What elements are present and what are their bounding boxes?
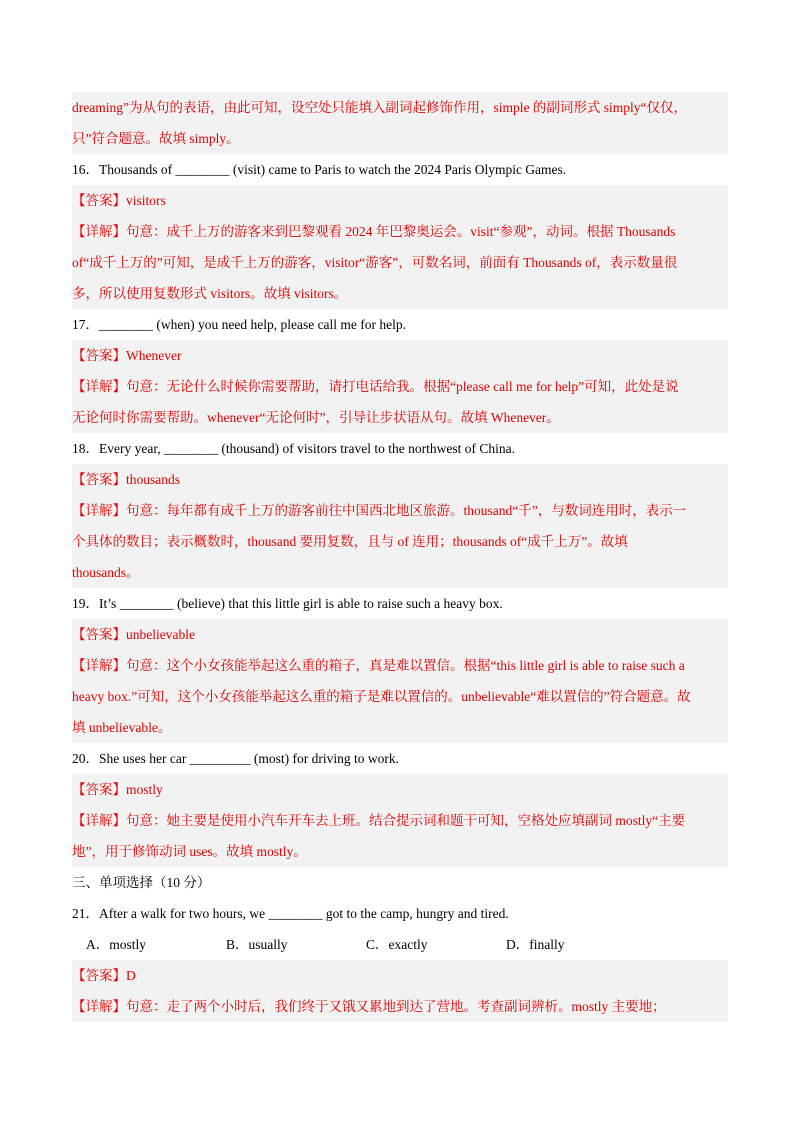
- answer-18: 【答案】thousands: [72, 464, 728, 495]
- option-b: B．usually: [226, 937, 288, 952]
- section-heading: 三、单项选择（10 分）: [72, 875, 211, 890]
- explanation-line: 地”，用于修饰动词 uses。故填 mostly。: [72, 836, 728, 867]
- question-18: 18．Every year, ________ (thousand) of visitors travel to the northwest of China.: [72, 441, 515, 456]
- explanation-line: 【详解】句意：无论什么时候你需要帮助，请打电话给我。根据“please call me for help”可知，此处是说: [72, 371, 728, 402]
- answer-20: 【答案】mostly: [72, 774, 728, 805]
- explanation-line: 只”符合题意。故填 simply。: [72, 123, 728, 154]
- explanation-line: 个具体的数目；表示概数时，thousand 要用复数，且与 of 连用；thousands of“成千上万”。故填: [72, 526, 728, 557]
- explanation-line: thousands。: [72, 557, 728, 588]
- explanation-line: 【详解】句意：成千上万的游客来到巴黎观看 2024 年巴黎奥运会。visit“参观”，动词。根据 Thousands: [72, 216, 728, 247]
- explanation-line: 【详解】句意：这个小女孩能举起这么重的箱子，真是难以置信。根据“this little girl is able to raise such a: [72, 650, 728, 681]
- explanation-line: 【详解】句意：每年都有成千上万的游客前往中国西北地区旅游。thousand“千”，与数词连用时，表示一: [72, 495, 728, 526]
- question-16: 16．Thousands of ________ (visit) came to Paris to watch the 2024 Paris Olympic Games.: [72, 162, 567, 177]
- option-d: D．finally: [506, 937, 565, 952]
- explanation-line: heavy box.”可知，这个小女孩能举起这么重的箱子是难以置信的。unbelievable“难以置信的”符合题意。故: [72, 681, 728, 712]
- explanation-line: 【详解】句意：走了两个小时后，我们终于又饿又累地到达了营地。考查副词辨析。mostly 主要地；: [72, 991, 728, 1022]
- option-a: A．mostly: [86, 937, 147, 952]
- answer-16: 【答案】visitors: [72, 185, 728, 216]
- answer-17: 【答案】Whenever: [72, 340, 728, 371]
- question-17: 17．________ (when) you need help, please call me for help.: [72, 317, 407, 332]
- explanation-line: 填 unbelievable。: [72, 712, 728, 743]
- question-20: 20．She uses her car _________ (most) for driving to work.: [72, 751, 399, 766]
- document-page: [72, 92, 728, 1022]
- explanation-line: 【详解】句意：她主要是使用小汽车开车去上班。结合提示词和题干可知，空格处应填副词 mostly“主要: [72, 805, 728, 836]
- question-21: 21．After a walk for two hours, we ________ got to the camp, hungry and tired.: [72, 906, 509, 921]
- answer-19: 【答案】unbelievable: [72, 619, 728, 650]
- explanation-line: 多，所以使用复数形式 visitors。故填 visitors。: [72, 278, 728, 309]
- explanation-line: dreaming”为从句的表语，由此可知，设空处只能填入副词起修饰作用，simple 的副词形式 simply“仅仅，: [72, 92, 728, 123]
- explanation-line: of“成千上万的”可知，是成千上万的游客，visitor“游客”，可数名词，前面有 Thousands of，表示数量很: [72, 247, 728, 278]
- option-c: C．exactly: [366, 937, 428, 952]
- explanation-line: 无论何时你需要帮助。whenever“无论何时”，引导让步状语从句。故填 Whenever。: [72, 402, 728, 433]
- options-21: [72, 929, 728, 960]
- question-19: 19．It’s ________ (believe) that this little girl is able to raise such a heavy box.: [72, 596, 503, 611]
- answer-21: 【答案】D: [72, 960, 728, 991]
